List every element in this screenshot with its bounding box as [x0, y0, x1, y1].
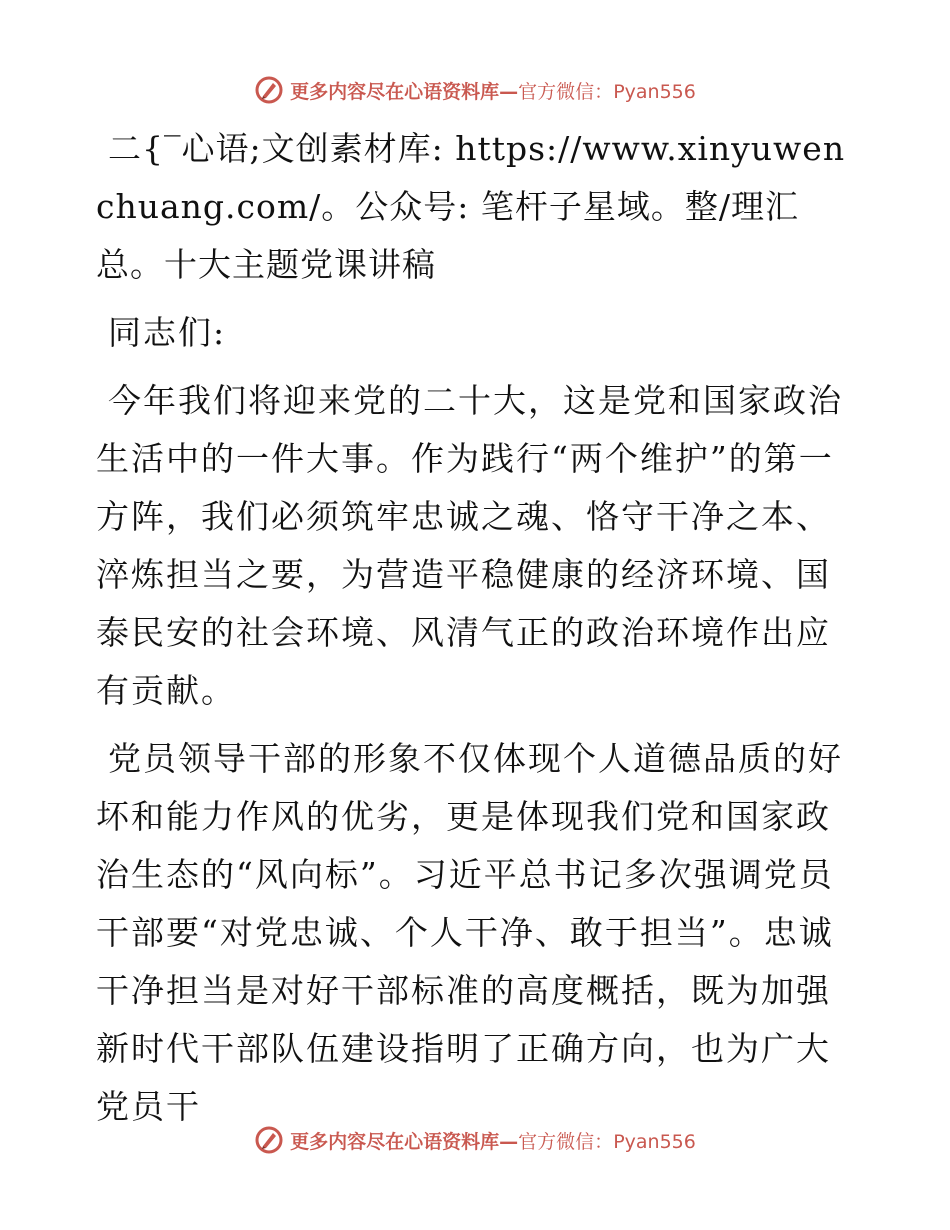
watermark-brand: 更多内容尽在心语资料库 [290, 80, 500, 103]
document-body [96, 120, 856, 1146]
watermark-dash: — [499, 80, 519, 103]
watermark-wechat-label: 官方微信： [518, 1130, 614, 1153]
watermark-text [290, 77, 696, 104]
footer-watermark-banner [0, 1120, 950, 1160]
header-paragraph: 二{‾心语;文创素材库: https://www.xinyuwenchuang.com/。公众号: 笔杆子星域。整/理汇总。十大主题党课讲稿 [96, 129, 846, 284]
pen-circle-icon [254, 75, 284, 105]
pen-circle-icon [254, 1125, 284, 1155]
watermark-wechat-id: Pyan556 [613, 80, 696, 103]
body-paragraph-2: 党员领导干部的形象不仅体现个人道德品质的好坏和能力作风的优劣，更是体现我们党和国家政治生态的“风向标”。习近平总书记多次强调党员干部要“对党忠诚、个人干净、敢于担当”。忠诚干净担当是对好干部标准的高度概括，既为加强新时代干部队伍建设指明了正确方向，也为广大党员干 [96, 739, 843, 1126]
watermark-wechat-label: 官方微信： [518, 80, 614, 103]
body-paragraph-1: 今年我们将迎来党的二十大，这是党和国家政治生活中的一件大事。作为践行“两个维护”的第一方阵，我们必须筑牢忠诚之魂、恪守干净之本、淬炼担当之要，为营造平稳健康的经济环境、国泰民安的社会环境、风清气正的政治环境作出应有贡献。 [96, 381, 843, 710]
watermark-wechat-id: Pyan556 [613, 1130, 696, 1153]
watermark-brand: 更多内容尽在心语资料库 [290, 1130, 500, 1153]
header-watermark-banner [0, 70, 950, 110]
salutation: 同志们: [108, 313, 227, 352]
watermark-dash: — [499, 1130, 519, 1153]
watermark-text [290, 1127, 696, 1154]
